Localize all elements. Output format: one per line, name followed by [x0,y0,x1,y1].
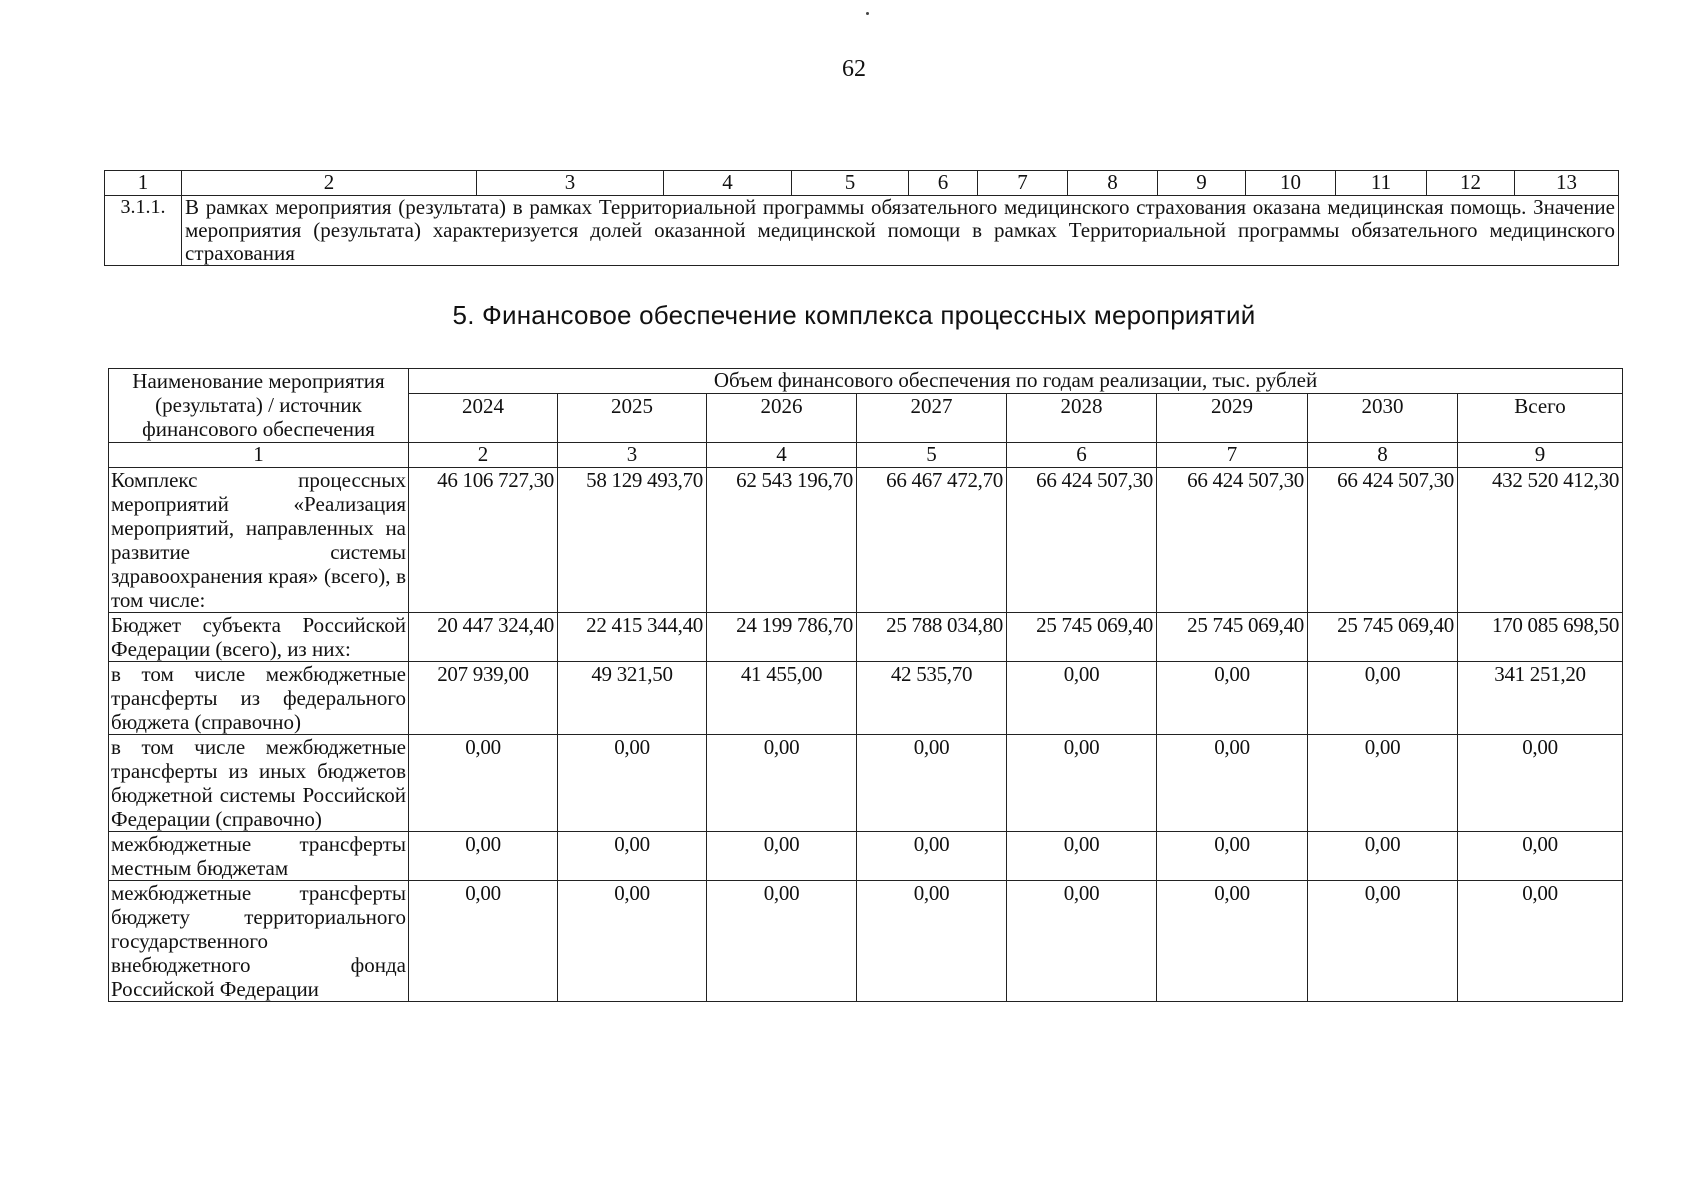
column-number: 6 [909,171,978,196]
value-cell: 25 788 034,80 [857,613,1007,662]
year-header: 2027 [857,394,1007,443]
year-header: 2025 [558,394,707,443]
column-number: 9 [1158,171,1246,196]
column-index: 6 [1007,443,1157,468]
row-label: межбюджетные трансферты бюджету территориального государственного внебюджетного фонда Российской Федерации [109,881,409,1002]
row-label: межбюджетные трансферты местным бюджетам [109,832,409,881]
value-cell: 66 424 507,30 [1308,468,1458,613]
value-cell: 62 543 196,70 [707,468,857,613]
value-cell: 41 455,00 [707,662,857,735]
value-cell: 66 424 507,30 [1157,468,1308,613]
value-cell: 42 535,70 [857,662,1007,735]
column-number: 12 [1427,171,1515,196]
page-number: 62 [842,56,866,82]
value-cell: 58 129 493,70 [558,468,707,613]
row-label: Бюджет субъекта Российской Федерации (всего), из них: [109,613,409,662]
value-cell: 0,00 [1308,832,1458,881]
column-number: 2 [182,171,477,196]
continuation-table [104,170,1619,266]
value-cell: 0,00 [1007,881,1157,1002]
value-cell: 0,00 [1157,735,1308,832]
value-cell: 207 939,00 [409,662,558,735]
column-index: 5 [857,443,1007,468]
year-header: 2029 [1157,394,1308,443]
value-cell: 49 321,50 [558,662,707,735]
value-cell: 0,00 [1157,662,1308,735]
year-header: 2028 [1007,394,1157,443]
value-cell: 0,00 [707,735,857,832]
column-number: 10 [1246,171,1336,196]
row-description: В рамках мероприятия (результата) в рамках Территориальной программы обязательного медицинского страхования оказана медицинская помощь. Значение мероприятия (результата) характеризуется долей оказанной медицинской помощи в рамках Территориальной программы обязательного медицинского страхования [182,196,1619,266]
total-cell: 0,00 [1458,735,1623,832]
value-cell: 0,00 [1157,881,1308,1002]
value-cell: 0,00 [409,832,558,881]
value-cell: 25 745 069,40 [1157,613,1308,662]
financing-table [108,368,1623,1002]
column-number: 7 [978,171,1068,196]
financing-row-regional-budget [109,613,1623,662]
value-cell: 0,00 [707,832,857,881]
funding-span-header: Объем финансового обеспечения по годам реализации, тыс. рублей [409,369,1623,394]
value-cell: 20 447 324,40 [409,613,558,662]
value-cell: 25 745 069,40 [1007,613,1157,662]
continuation-column-numbers [105,171,1619,196]
name-column-header: Наименование мероприятия (результата) / источник финансового обеспечения [109,369,409,443]
column-index: 2 [409,443,558,468]
value-cell: 46 106 727,30 [409,468,558,613]
row-label: в том числе межбюджетные трансферты из федерального бюджета (справочно) [109,662,409,735]
financing-row-federal-transfers [109,662,1623,735]
total-cell: 0,00 [1458,881,1623,1002]
total-cell: 341 251,20 [1458,662,1623,735]
row-number: 3.1.1. [105,196,182,266]
value-cell: 0,00 [857,735,1007,832]
value-cell: 0,00 [558,881,707,1002]
column-index: 8 [1308,443,1458,468]
financing-index-row [109,443,1623,468]
value-cell: 0,00 [1157,832,1308,881]
scan-speck [866,12,869,15]
column-index: 3 [558,443,707,468]
year-header: 2024 [409,394,558,443]
total-cell: 432 520 412,30 [1458,468,1623,613]
value-cell: 24 199 786,70 [707,613,857,662]
year-header: 2026 [707,394,857,443]
value-cell: 0,00 [707,881,857,1002]
financing-header-top [109,369,1623,394]
column-number: 8 [1068,171,1158,196]
column-number: 5 [792,171,909,196]
section-heading: 5. Финансовое обеспечение комплекса процессных мероприятий [452,300,1256,330]
total-header: Всего [1458,394,1623,443]
value-cell: 0,00 [1007,662,1157,735]
column-number: 1 [105,171,182,196]
value-cell: 22 415 344,40 [558,613,707,662]
financing-row-complex [109,468,1623,613]
value-cell: 0,00 [409,735,558,832]
row-label: в том числе межбюджетные трансферты из иных бюджетов бюджетной системы Российской Федерации (справочно) [109,735,409,832]
column-number: 11 [1336,171,1427,196]
column-number: 4 [664,171,792,196]
financing-row-local-budgets [109,832,1623,881]
value-cell: 0,00 [1308,735,1458,832]
total-cell: 0,00 [1458,832,1623,881]
financing-row-extrabudgetary-fund [109,881,1623,1002]
value-cell: 0,00 [857,832,1007,881]
value-cell: 66 424 507,30 [1007,468,1157,613]
value-cell: 0,00 [409,881,558,1002]
column-number: 13 [1515,171,1619,196]
financing-row-other-budget-transfers [109,735,1623,832]
continuation-row [105,196,1619,266]
value-cell: 66 467 472,70 [857,468,1007,613]
value-cell: 25 745 069,40 [1308,613,1458,662]
value-cell: 0,00 [558,735,707,832]
value-cell: 0,00 [1007,832,1157,881]
value-cell: 0,00 [558,832,707,881]
column-index: 7 [1157,443,1308,468]
value-cell: 0,00 [857,881,1007,1002]
column-index: 4 [707,443,857,468]
value-cell: 0,00 [1007,735,1157,832]
value-cell: 0,00 [1308,662,1458,735]
total-cell: 170 085 698,50 [1458,613,1623,662]
year-header: 2030 [1308,394,1458,443]
column-number: 3 [477,171,664,196]
row-label: Комплекс процессных мероприятий «Реализация мероприятий, направленных на развитие системы здравоохранения края» (всего), в том числе: [109,468,409,613]
column-index: 1 [109,443,409,468]
value-cell: 0,00 [1308,881,1458,1002]
column-index: 9 [1458,443,1623,468]
